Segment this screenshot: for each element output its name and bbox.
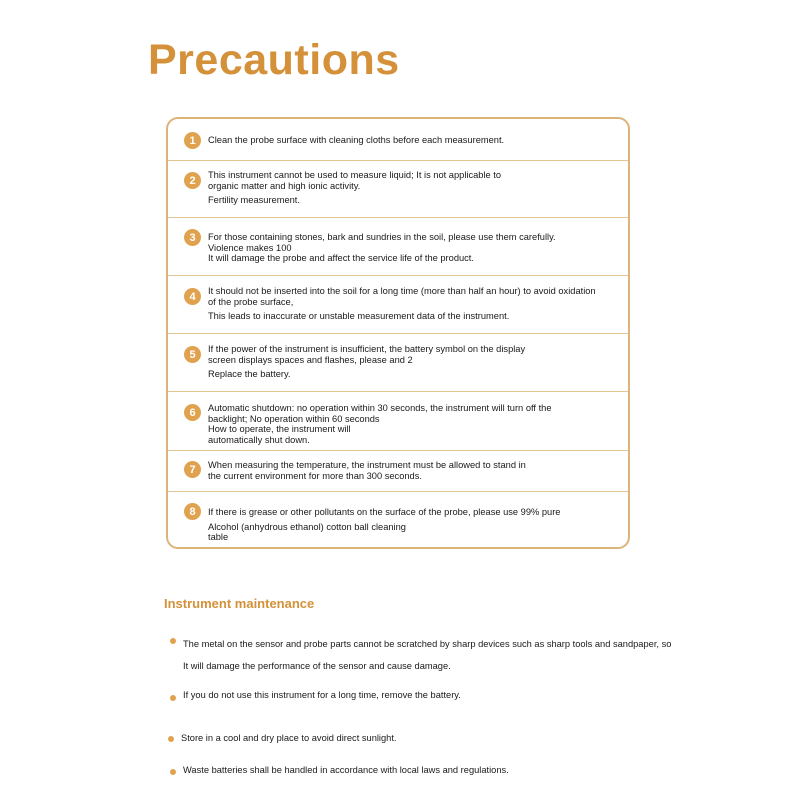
precaution-text-6: Automatic shutdown: no operation within 30 seconds, the instrument will turn off the backlight; No operation within 60 seconds How to operate, the instrument will automatically shut down. bbox=[208, 403, 552, 445]
precaution-row-2 bbox=[168, 160, 628, 218]
precaution-row-3 bbox=[168, 217, 628, 276]
number-badge-2: 2 bbox=[184, 172, 201, 189]
bullet-dot-2 bbox=[170, 695, 176, 701]
number-badge-8: 8 bbox=[184, 503, 201, 520]
precaution-text-8: If there is grease or other pollutants on the surface of the probe, please use 99% pure Alcohol (anhydrous ethanol) cotton ball cleaning table bbox=[208, 507, 561, 542]
page-title: Precautions bbox=[148, 36, 400, 84]
number-badge-5: 5 bbox=[184, 346, 201, 363]
precaution-row-4 bbox=[168, 275, 628, 334]
number-badge-6: 6 bbox=[184, 404, 201, 421]
number-badge-3: 3 bbox=[184, 229, 201, 246]
precaution-text-5: If the power of the instrument is insufficient, the battery symbol on the display screen displays spaces and flashes, please and 2 Replace the battery. bbox=[208, 344, 526, 379]
precaution-text-3: For those containing stones, bark and sundries in the soil, please use them carefully. Violence makes 100 It will damage the probe and affect the service life of the product. bbox=[208, 232, 556, 263]
bullet-dot-1 bbox=[170, 638, 176, 644]
maintenance-item-1: The metal on the sensor and probe parts cannot be scratched by sharp devices such as sharp tools and sandpaper, so It will damage the performance of the sensor and cause damage. bbox=[183, 639, 672, 671]
bullet-dot-4 bbox=[170, 769, 176, 775]
precautions-card bbox=[166, 117, 630, 549]
precaution-row-5 bbox=[168, 333, 628, 392]
precaution-text-2: This instrument cannot be used to measure liquid; It is not applicable to organic matter and high ionic activity. Fertility measurement. bbox=[208, 170, 502, 205]
precaution-text-4: It should not be inserted into the soil for a long time (more than half an hour) to avoid oxidation of the probe surface, This leads to inaccurate or unstable measurement data of the instrument. bbox=[208, 286, 596, 321]
bullet-dot-3 bbox=[168, 736, 174, 742]
precaution-text-1: Clean the probe surface with cleaning cloths before each measurement. bbox=[208, 135, 505, 145]
precaution-row-6 bbox=[168, 391, 628, 451]
precaution-row-7 bbox=[168, 450, 628, 492]
number-badge-4: 4 bbox=[184, 288, 201, 305]
precaution-row-8 bbox=[168, 491, 628, 549]
precaution-text-7: When measuring the temperature, the instrument must be allowed to stand in the current environment for more than 300 seconds. bbox=[208, 460, 526, 481]
precaution-row-1 bbox=[168, 119, 628, 161]
number-badge-1: 1 bbox=[184, 132, 201, 149]
maintenance-item-4: Waste batteries shall be handled in accordance with local laws and regulations. bbox=[183, 765, 509, 775]
maintenance-item-3: Store in a cool and dry place to avoid direct sunlight. bbox=[181, 733, 397, 743]
maintenance-title: Instrument maintenance bbox=[164, 596, 315, 611]
number-badge-7: 7 bbox=[184, 461, 201, 478]
maintenance-item-2: If you do not use this instrument for a long time, remove the battery. bbox=[183, 690, 461, 700]
